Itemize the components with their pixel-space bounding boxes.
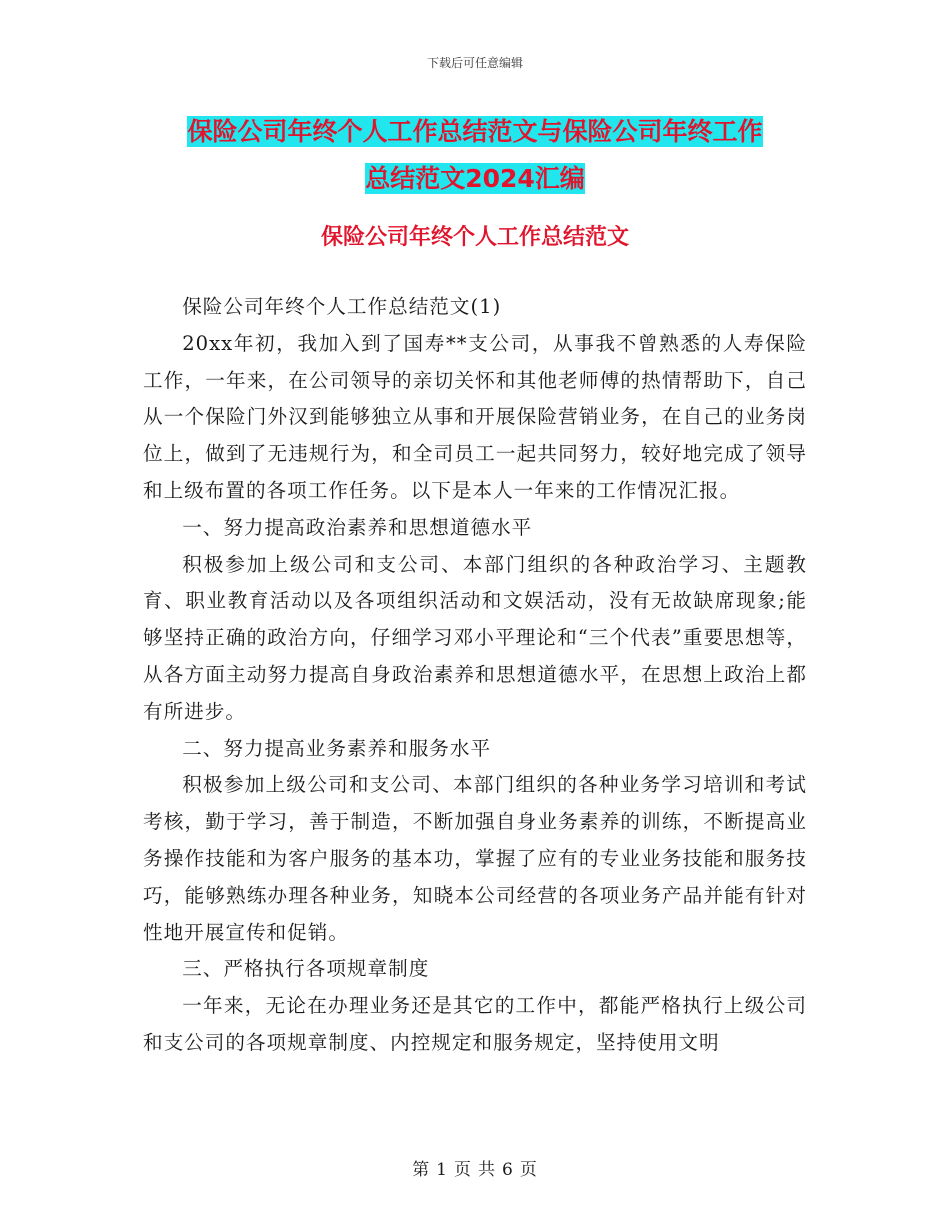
section-heading-3: 三、严格执行各项规章制度 bbox=[182, 957, 430, 981]
document-title bbox=[130, 108, 820, 202]
title-line-2: 总结范文2024汇编 bbox=[365, 164, 585, 193]
footer-total-unit: 页 bbox=[519, 1160, 538, 1180]
page-number: 1 bbox=[436, 1160, 448, 1180]
document-body bbox=[143, 289, 807, 1062]
download-note: 下载后可任意编辑 bbox=[426, 56, 523, 70]
section-heading-1: 一、努力提高政治素养和思想道德水平 bbox=[182, 515, 533, 539]
total-pages: 6 bbox=[502, 1160, 514, 1180]
title-line-1: 保险公司年终个人工作总结范文与保险公司年终工作 bbox=[187, 117, 763, 146]
page-footer bbox=[0, 1155, 950, 1180]
section-heading-2: 二、努力提高业务素养和服务水平 bbox=[182, 736, 492, 760]
body-paragraph: 积极参加上级公司和支公司、本部门组织的各种政治学习、主题教育、职业教育活动以及各项组织活动和文娱活动，没有无故缺席现象;能够坚持正确的政治方向，仔细学习邓小平理论和“三个代表”重要思想等，从各方面主动努力提高自身政治素养和思想道德水平，在思想上政治上都有所进步。 bbox=[143, 552, 807, 723]
footer-prefix: 第 bbox=[412, 1160, 431, 1180]
footer-total-prefix: 共 bbox=[478, 1160, 496, 1180]
section-title: 保险公司年终个人工作总结范文 bbox=[320, 225, 629, 250]
intro-paragraph: 20xx年初，我加入到了国寿**支公司，从事我不曾熟悉的人寿保险工作，一年来，在公司领导的亲切关怀和其他老师傅的热情帮助下，自己从一个保险门外汉到能够独立从事和开展保险营销业务，在自己的业务岗位上，做到了无违规行为，和全司员工一起共同努力，较好地完成了领导和上级布置的各项工作任务。以下是本人一年来的工作情况汇报。 bbox=[143, 331, 807, 502]
footer-page-unit: 页 bbox=[454, 1160, 472, 1180]
body-paragraph: 一年来，无论在办理业务还是其它的工作中，都能严格执行上级公司和支公司的各项规章制度、内控规定和服务规定，坚持使用文明 bbox=[143, 994, 807, 1054]
body-paragraph: 积极参加上级公司和支公司、本部门组织的各种业务学习培训和考试考核，勤于学习，善于制造，不断加强自身业务素养的训练，不断提高业务操作技能和为客户服务的基本功，掌握了应有的专业业务技能和服务技巧，能够熟练办理各种业务，知晓本公司经营的各项业务产品并能有针对性地开展宣传和促销。 bbox=[143, 773, 807, 944]
subtitle-paragraph: 保险公司年终个人工作总结范文(1) bbox=[182, 295, 502, 318]
